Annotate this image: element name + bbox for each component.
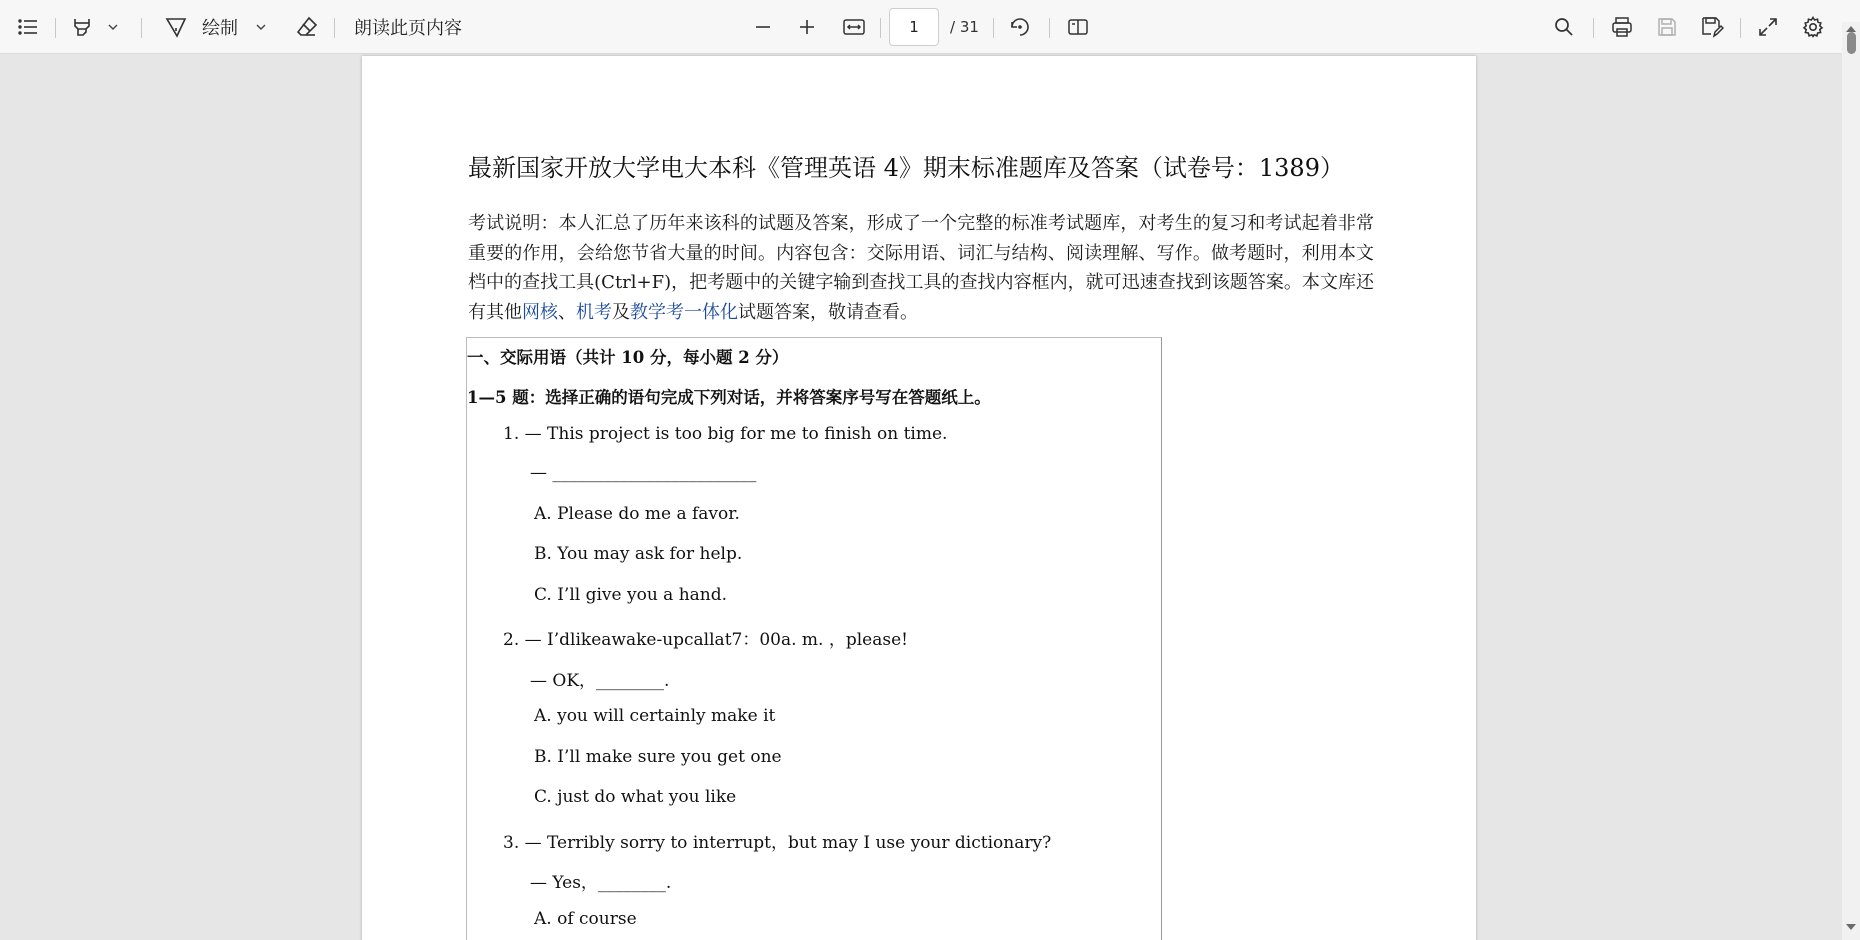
link-wanghe[interactable]: 网核 (522, 301, 558, 323)
intro-text-end: 试题答案，敬请查看。 (738, 301, 918, 323)
option-line: C. just do what you like (534, 787, 737, 807)
intro-separator: 、 (558, 301, 576, 323)
option-line: A. you will certainly make it (534, 706, 776, 726)
question-line: 1. — This project is too big for me to finish on time. (503, 424, 948, 444)
save-icon (1656, 16, 1678, 38)
toolbar-divider (1593, 18, 1594, 38)
option-line: B. You may ask for help. (534, 544, 743, 564)
pdf-toolbar (0, 0, 1860, 54)
read-aloud-button[interactable] (354, 0, 462, 54)
exam-instructions (468, 209, 1374, 327)
chevron-down-icon (254, 20, 268, 34)
section-heading: 一、交际用语（共计 10 分，每小题 2 分） (467, 348, 789, 367)
link-jikao[interactable]: 机考 (576, 301, 612, 323)
toolbar-divider (141, 18, 142, 38)
answer-blank: — OK，________. (530, 671, 670, 691)
search-icon (1553, 16, 1575, 38)
contents-button[interactable] (16, 0, 40, 54)
toolbar-divider (334, 18, 335, 38)
option-line: B. I’ll make sure you get one (534, 747, 782, 767)
save-as-icon (1700, 15, 1724, 39)
link-teaching-exam-integration[interactable]: 教学考一体化 (630, 301, 738, 323)
save-as-button[interactable] (1700, 0, 1724, 54)
print-button[interactable] (1610, 0, 1634, 54)
print-icon (1610, 15, 1634, 39)
zoom-out-button[interactable] (753, 0, 773, 54)
plus-icon (797, 17, 817, 37)
search-button[interactable] (1553, 0, 1575, 54)
scrollbar-thumb[interactable] (1847, 32, 1856, 54)
document-title: 最新国家开放大学电大本科《管理英语 4》期末标准题库及答案（试卷号：1389） (468, 154, 1344, 182)
question-line: 2. — I’dlikeawake-upcallat7：00a. m. ，please! (503, 630, 908, 650)
toolbar-divider (880, 18, 881, 38)
zoom-in-button[interactable] (797, 0, 817, 54)
eraser-icon (295, 15, 319, 39)
option-line: A. Please do me a favor. (534, 504, 740, 524)
toolbar-divider (1049, 18, 1050, 38)
page-total: / 31 (950, 18, 979, 36)
minus-icon (753, 17, 773, 37)
draw-label: 绘制 (202, 18, 238, 39)
intro-text: 考试说明：本人汇总了历年来该科的试题及答案，形成了一个完整的标准考试题库，对考生的复习和考试起着非常重要的作用，会给您节省大量的时间。内容包含：交际用语、词汇与结构、阅读理解、写作。做考题时，利用本文档中的查找工具(Ctrl+F)，把考题中的关键字输到查找工具的查找内容框内，就可迅速查找到该题答案。本文库还有其他 (468, 213, 1374, 323)
erase-button[interactable] (295, 0, 319, 54)
highlight-options-dropdown[interactable] (106, 0, 120, 54)
intro-separator: 及 (612, 301, 630, 323)
pen-icon (164, 15, 188, 39)
question-line: 3. — Terribly sorry to interrupt，but may I use your dictionary? (503, 833, 1052, 853)
draw-button[interactable] (164, 0, 238, 54)
highlighter-icon (70, 15, 94, 39)
answer-blank: — ________________________ (530, 463, 757, 483)
draw-options-dropdown[interactable] (254, 0, 268, 54)
toolbar-divider (55, 18, 56, 38)
fit-width-icon (842, 15, 866, 39)
scroll-down-arrow[interactable] (1846, 924, 1856, 930)
answer-blank: — Yes，________. (530, 873, 672, 893)
page-view-button[interactable] (1066, 0, 1090, 54)
toolbar-divider (1740, 18, 1741, 38)
fit-width-button[interactable] (842, 0, 866, 54)
read-aloud-label: 朗读此页内容 (354, 18, 462, 39)
highlight-button[interactable] (70, 0, 94, 54)
rotate-button[interactable] (1008, 0, 1032, 54)
page-number-input[interactable] (889, 8, 939, 46)
chevron-down-icon (106, 20, 120, 34)
document-page (362, 56, 1476, 940)
expand-icon (1757, 16, 1779, 38)
page-view-icon (1066, 15, 1090, 39)
toolbar-divider (993, 18, 994, 38)
option-line: A. of course (534, 909, 637, 929)
section-instruction: 1—5 题：选择正确的语句完成下列对话，并将答案序号写在答题纸上。 (467, 388, 991, 407)
list-icon (16, 15, 40, 39)
gear-icon (1801, 15, 1825, 39)
save-button[interactable] (1656, 0, 1678, 54)
vertical-scrollbar[interactable] (1842, 22, 1860, 940)
rotate-icon (1008, 15, 1032, 39)
fullscreen-button[interactable] (1757, 0, 1779, 54)
option-line: C. I’ll give you a hand. (534, 585, 728, 605)
scanned-exam-image (466, 337, 1162, 940)
settings-button[interactable] (1801, 0, 1825, 54)
